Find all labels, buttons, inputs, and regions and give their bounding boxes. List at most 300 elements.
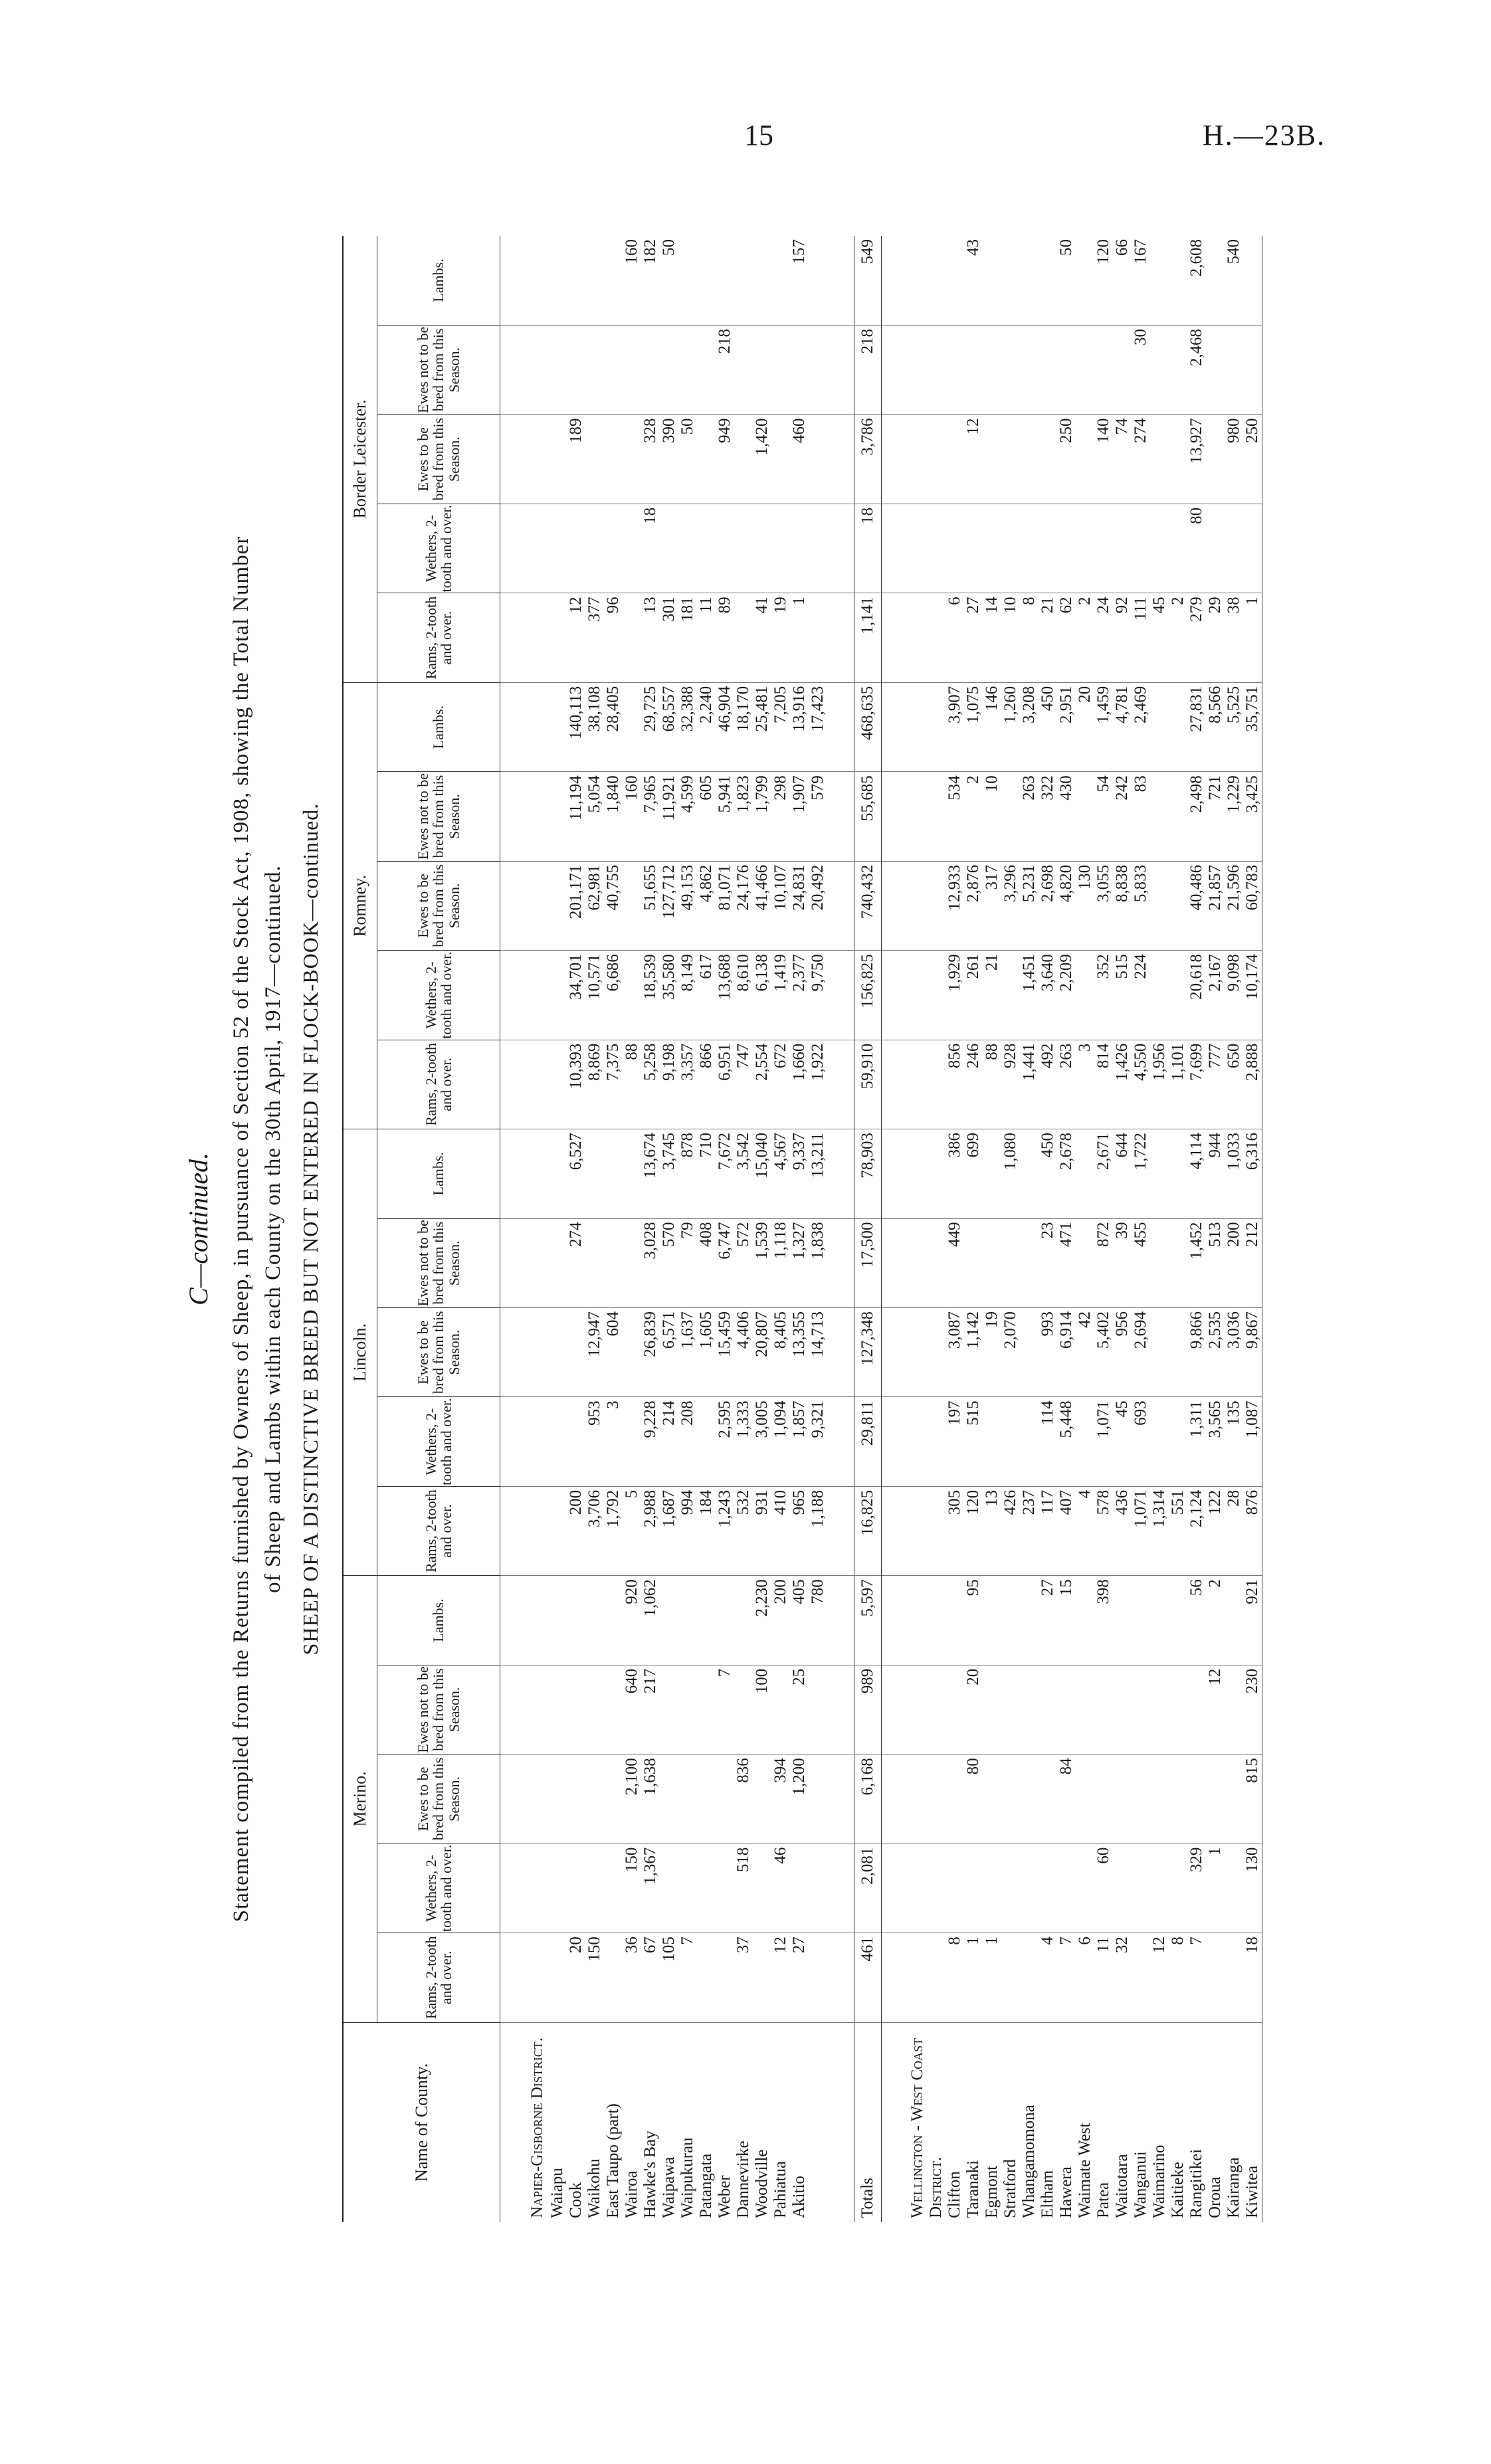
value-cell: 130 (1076, 861, 1094, 950)
value-cell: 5,597 (854, 1576, 882, 1665)
value-cell: 644 (1113, 1129, 1132, 1219)
value-cell: 32 (1113, 1933, 1132, 2022)
value-cell: 3,907 (945, 682, 964, 772)
value-cell: 10,174 (1243, 951, 1262, 1040)
value-cell (1094, 504, 1113, 593)
value-cell: 74 (1113, 415, 1132, 504)
value-cell: 20 (567, 1933, 585, 2022)
value-cell: 6,951 (716, 1040, 734, 1129)
value-cell (548, 1665, 567, 1754)
county-cell: Taranaki (964, 2160, 982, 2218)
value-cell (945, 326, 964, 415)
spacer-row (827, 236, 854, 2222)
value-cell: 878 (678, 1129, 697, 1219)
value-cell: 814 (1094, 1040, 1113, 1129)
table-row (1113, 236, 1132, 2222)
value-cell (983, 1844, 1001, 1933)
value-cell (882, 861, 909, 950)
value-cell: 8,610 (734, 951, 753, 1040)
value-cell (1187, 1754, 1206, 1844)
value-cell: 1,823 (734, 772, 753, 861)
value-cell: 51,655 (641, 861, 660, 950)
value-cell (716, 1933, 734, 2022)
value-cell: 80 (1187, 504, 1206, 593)
ewes-bred-header: Ewes to be bred from this Season. (377, 415, 500, 504)
value-cell (1225, 326, 1243, 415)
value-cell (623, 861, 641, 950)
value-cell: 26,839 (641, 1307, 660, 1396)
value-cell (927, 504, 945, 593)
value-cell (927, 1129, 945, 1219)
value-cell (500, 326, 528, 415)
value-cell (604, 326, 623, 415)
value-cell (623, 1397, 641, 1486)
value-cell (623, 951, 641, 1040)
county-cell: Totals (854, 2022, 882, 2222)
value-cell: 989 (854, 1665, 882, 1754)
value-cell (527, 1397, 548, 1486)
value-cell (908, 1933, 927, 2022)
value-cell: 322 (1039, 772, 1057, 861)
value-cell (1169, 1218, 1187, 1307)
value-cell (1150, 1397, 1169, 1486)
value-cell (1243, 326, 1262, 415)
value-cell: 25,481 (753, 682, 771, 772)
value-cell: 461 (854, 1933, 882, 2022)
value-cell (734, 593, 753, 682)
value-cell (908, 1486, 927, 1575)
value-cell (927, 326, 945, 415)
value-cell (697, 236, 716, 326)
county-cell: District. (927, 2156, 945, 2218)
value-cell (882, 1665, 909, 1754)
value-cell: 1,229 (1225, 772, 1243, 861)
table-row (753, 236, 771, 2222)
value-cell (945, 236, 964, 326)
value-cell (1150, 1218, 1169, 1307)
value-cell: 305 (945, 1486, 964, 1575)
ewes-not-bred-header: Ewes not to be bred from this Season. (377, 1665, 500, 1754)
value-cell: 39 (1113, 1218, 1132, 1307)
value-cell (548, 236, 567, 326)
value-cell (927, 236, 945, 326)
value-cell: 4,862 (697, 861, 716, 950)
value-cell (827, 861, 854, 950)
lambs-header: Lambs. (377, 1129, 500, 1219)
value-cell: 578 (1094, 1486, 1113, 1575)
value-cell (927, 772, 945, 861)
value-cell (908, 1218, 927, 1307)
value-cell (604, 1129, 623, 1219)
value-cell: 866 (697, 1040, 716, 1129)
value-cell: 10 (1001, 593, 1020, 682)
value-cell: 35,751 (1243, 682, 1262, 772)
value-cell: 7,375 (604, 1040, 623, 1129)
value-cell (548, 1754, 567, 1844)
county-cell (809, 2022, 827, 2222)
value-cell: 59,910 (854, 1040, 882, 1129)
value-cell: 9,098 (1225, 951, 1243, 1040)
value-cell: 242 (1113, 772, 1132, 861)
value-cell: 21,857 (1206, 861, 1225, 950)
value-cell: 1,141 (854, 593, 882, 682)
value-cell (1001, 951, 1020, 1040)
value-cell: 12 (1150, 1933, 1169, 2022)
value-cell (1001, 1844, 1020, 1933)
value-cell (716, 1844, 734, 1933)
value-cell: 3,425 (1243, 772, 1262, 861)
value-cell (882, 682, 909, 772)
value-cell (790, 1844, 809, 1933)
value-cell (567, 1576, 585, 1665)
value-cell: 2,100 (623, 1754, 641, 1844)
value-cell (734, 415, 753, 504)
value-cell (678, 236, 697, 326)
value-cell (678, 1844, 697, 1933)
value-cell: 27 (964, 593, 983, 682)
value-cell: 3,028 (641, 1218, 660, 1307)
value-cell (527, 1576, 548, 1665)
value-cell (500, 1397, 528, 1486)
value-cell (527, 1040, 548, 1129)
value-cell: 88 (623, 1040, 641, 1129)
value-cell (753, 326, 771, 415)
value-cell: 189 (567, 415, 585, 504)
value-cell: 1,333 (734, 1397, 753, 1486)
table-row (678, 236, 697, 2222)
value-cell: 5,941 (716, 772, 734, 861)
value-cell (585, 415, 604, 504)
county-cell: Hawke's Bay (641, 2131, 659, 2218)
table-row (585, 236, 604, 2222)
value-cell (927, 1933, 945, 2022)
value-cell (697, 1933, 716, 2022)
value-cell (660, 1754, 678, 1844)
value-cell (567, 236, 585, 326)
value-cell (827, 1307, 854, 1396)
value-cell: 2,698 (1039, 861, 1057, 950)
value-cell: 1,071 (1132, 1486, 1150, 1575)
value-cell (1150, 1754, 1169, 1844)
value-cell (585, 1665, 604, 1754)
value-cell: 6,686 (604, 951, 623, 1040)
table-row (1132, 236, 1150, 2222)
value-cell: 1,929 (945, 951, 964, 1040)
value-cell: 208 (678, 1397, 697, 1486)
value-cell: 7,699 (1187, 1040, 1206, 1129)
value-cell: 3,036 (1225, 1307, 1243, 1396)
value-cell: 1,075 (964, 682, 983, 772)
value-cell: 8 (1020, 593, 1039, 682)
value-cell (1169, 236, 1187, 326)
value-cell (827, 1397, 854, 1486)
value-cell: 46 (771, 1844, 790, 1933)
value-cell: 263 (1020, 772, 1039, 861)
value-cell (945, 1576, 964, 1665)
value-cell (1094, 326, 1113, 415)
value-cell: 605 (697, 772, 716, 861)
value-cell: 1,638 (641, 1754, 660, 1844)
county-cell: Patea (1094, 2182, 1112, 2218)
value-cell: 7,672 (716, 1129, 734, 1219)
value-cell: 1,101 (1169, 1040, 1187, 1129)
value-cell: 50 (678, 415, 697, 504)
value-cell: 9,750 (809, 951, 827, 1040)
value-cell: 127,348 (854, 1307, 882, 1396)
value-cell: 30 (1132, 326, 1150, 415)
value-cell (908, 593, 927, 682)
value-cell: 471 (1057, 1218, 1076, 1307)
county-cell (827, 2022, 854, 2222)
value-cell: 20,492 (809, 861, 827, 950)
value-cell (1206, 504, 1225, 593)
value-cell (1169, 1844, 1187, 1933)
value-cell: 1 (964, 1933, 983, 2022)
value-cell: 18 (1243, 1933, 1262, 2022)
value-cell: 2,377 (790, 951, 809, 1040)
district-heading-row (527, 236, 548, 2222)
value-cell (882, 1307, 909, 1396)
value-cell (983, 326, 1001, 415)
value-cell (908, 1576, 927, 1665)
value-cell (1150, 1129, 1169, 1219)
value-cell (882, 1129, 909, 1219)
value-cell (753, 236, 771, 326)
value-cell (1169, 951, 1187, 1040)
value-cell (1076, 1397, 1094, 1486)
value-cell: 7,965 (641, 772, 660, 861)
value-cell: 14 (983, 593, 1001, 682)
value-cell: 156,825 (854, 951, 882, 1040)
value-cell (1001, 415, 1020, 504)
value-cell: 9,337 (790, 1129, 809, 1219)
value-cell: 24,176 (734, 861, 753, 950)
district-heading-row (927, 236, 945, 2222)
value-cell: 55,685 (854, 772, 882, 861)
table-row (1225, 236, 1243, 2222)
value-cell (1076, 504, 1094, 593)
spacer-row (500, 236, 528, 2222)
value-cell: 24,831 (790, 861, 809, 950)
value-cell (548, 1129, 567, 1219)
value-cell: 49,153 (678, 861, 697, 950)
value-cell (753, 1754, 771, 1844)
value-cell: 2,554 (753, 1040, 771, 1129)
value-cell (527, 593, 548, 682)
value-cell: 2,876 (964, 861, 983, 950)
value-cell: 7 (678, 1933, 697, 2022)
value-cell (623, 504, 641, 593)
value-cell (927, 1754, 945, 1844)
value-cell (827, 593, 854, 682)
value-cell: 214 (660, 1397, 678, 1486)
county-cell: Akitio (790, 2176, 808, 2218)
value-cell: 407 (1057, 1486, 1076, 1575)
merino-header: Merino. (343, 1576, 377, 2022)
value-cell: 386 (945, 1129, 964, 1219)
value-cell (585, 326, 604, 415)
value-cell (1169, 1576, 1187, 1665)
value-cell: 980 (1225, 415, 1243, 504)
value-cell: 6 (1076, 1933, 1094, 2022)
county-cell: East Taupo (part) (604, 2103, 622, 2218)
value-cell (908, 1040, 927, 1129)
wethers-header: Wethers, 2-tooth and over. (377, 1397, 500, 1486)
value-cell (882, 593, 909, 682)
value-cell: 468,635 (854, 682, 882, 772)
value-cell (1020, 1129, 1039, 1219)
value-cell (548, 326, 567, 415)
value-cell: 20 (1076, 682, 1094, 772)
border-leicester-header: Border Leicester. (343, 236, 377, 682)
value-cell (567, 1844, 585, 1933)
value-cell: 2,240 (697, 682, 716, 772)
statement-title-line1: Statement compiled from the Returns furnished by Owners of Sheep, in pursuance of Section 52 of the Stock Act, 1908, showing the Total Number (229, 535, 253, 1923)
value-cell (567, 1307, 585, 1396)
rams-header: Rams, 2-tooth and over. (377, 1933, 500, 2022)
value-cell: 2,167 (1206, 951, 1225, 1040)
value-cell: 1,922 (809, 1040, 827, 1129)
ewes-not-bred-header: Ewes not to be bred from this Season. (377, 1218, 500, 1307)
value-cell (1150, 951, 1169, 1040)
value-cell: 5,231 (1020, 861, 1039, 950)
table-row (1243, 236, 1262, 2222)
value-cell (716, 504, 734, 593)
value-cell (678, 1665, 697, 1754)
value-cell (527, 1933, 548, 2022)
value-cell: 780 (809, 1576, 827, 1665)
table-row (809, 236, 827, 2222)
value-cell: 11 (1094, 1933, 1113, 2022)
value-cell: 105 (660, 1933, 678, 2022)
value-cell: 38 (1225, 593, 1243, 682)
value-cell: 1,118 (771, 1218, 790, 1307)
value-cell (1169, 1397, 1187, 1486)
value-cell: 84 (1057, 1754, 1076, 1844)
value-cell: 640 (623, 1665, 641, 1754)
value-cell: 7,205 (771, 682, 790, 772)
value-cell: 1 (983, 1933, 1001, 2022)
value-cell: 83 (1132, 772, 1150, 861)
county-cell: Waikohu (585, 2158, 603, 2218)
value-cell (1076, 415, 1094, 504)
value-cell (604, 1933, 623, 2022)
value-cell: 34,701 (567, 951, 585, 1040)
lambs-header: Lambs. (377, 236, 500, 326)
value-cell: 1,907 (790, 772, 809, 861)
value-cell (678, 326, 697, 415)
value-cell: 5 (623, 1486, 641, 1575)
value-cell: 2,070 (1001, 1307, 1020, 1396)
value-cell: 62 (1057, 593, 1076, 682)
value-cell: 836 (734, 1754, 753, 1844)
value-cell (1039, 326, 1057, 415)
ewes-not-bred-header: Ewes not to be bred from this Season. (377, 772, 500, 861)
value-cell (908, 772, 927, 861)
value-cell (1225, 1576, 1243, 1665)
value-cell: 29,725 (641, 682, 660, 772)
sheep-table (342, 236, 1262, 2222)
county-cell: Cook (567, 2182, 585, 2218)
value-cell (983, 415, 1001, 504)
value-cell: 513 (1206, 1218, 1225, 1307)
value-cell: 1,188 (809, 1486, 827, 1575)
value-cell: 27 (1039, 1576, 1057, 1665)
sheep-table-wrapper (342, 236, 1262, 2222)
wethers-header: Wethers, 2-tooth and over. (377, 1844, 500, 1933)
value-cell: 114 (1039, 1397, 1057, 1486)
value-cell (1169, 1754, 1187, 1844)
value-cell: 3 (604, 1397, 623, 1486)
value-cell: 394 (771, 1754, 790, 1844)
value-cell: 2,678 (1057, 1129, 1076, 1219)
value-cell (500, 682, 528, 772)
value-cell (1057, 1844, 1076, 1933)
value-cell (945, 1665, 964, 1754)
value-cell (1076, 1665, 1094, 1754)
value-cell: 79 (678, 1218, 697, 1307)
value-cell: 120 (964, 1486, 983, 1575)
value-cell: 15,040 (753, 1129, 771, 1219)
value-cell: 4,820 (1057, 861, 1076, 950)
value-cell (882, 1397, 909, 1486)
value-cell (983, 1576, 1001, 1665)
value-cell (908, 1307, 927, 1396)
value-cell: 1,452 (1187, 1218, 1206, 1307)
value-cell: 16,825 (854, 1486, 882, 1575)
value-cell (500, 504, 528, 593)
value-cell: 1,459 (1094, 682, 1113, 772)
value-cell (1150, 1307, 1169, 1396)
value-cell: 66 (1113, 236, 1132, 326)
value-cell (1001, 1665, 1020, 1754)
value-cell (1132, 1754, 1150, 1844)
value-cell: 949 (716, 415, 734, 504)
value-cell (660, 326, 678, 415)
value-cell: 3,208 (1020, 682, 1039, 772)
value-cell: 19 (983, 1307, 1001, 1396)
rotated-content (183, 236, 1326, 2222)
value-cell (809, 415, 827, 504)
value-cell: 1,792 (604, 1486, 623, 1575)
county-header: Name of County. (343, 2022, 500, 2222)
value-cell: 5,258 (641, 1040, 660, 1129)
value-cell: 18 (854, 504, 882, 593)
value-cell: 3,542 (734, 1129, 753, 1219)
value-cell: 27,831 (1187, 682, 1206, 772)
value-cell (548, 1576, 567, 1665)
value-cell (697, 504, 716, 593)
value-cell (908, 1129, 927, 1219)
value-cell: 5,448 (1057, 1397, 1076, 1486)
value-cell (567, 1397, 585, 1486)
value-cell (660, 1576, 678, 1665)
value-cell (882, 326, 909, 415)
value-cell: 88 (983, 1040, 1001, 1129)
value-cell: 21 (983, 951, 1001, 1040)
value-cell (1001, 1933, 1020, 2022)
value-cell (548, 415, 567, 504)
value-cell (809, 1754, 827, 1844)
value-cell: 1,799 (753, 772, 771, 861)
county-cell: Waitotara (1113, 2154, 1131, 2218)
value-cell: 931 (753, 1486, 771, 1575)
value-cell (1113, 1576, 1132, 1665)
value-cell (809, 593, 827, 682)
table-subtitle: SHEEP OF A DISTINCTIVE BREED BUT NOT ENTERED IN FLOCK-BOOK—continued. (298, 803, 322, 1656)
value-cell: 2,081 (854, 1844, 882, 1933)
value-cell: 1,660 (790, 1040, 809, 1129)
